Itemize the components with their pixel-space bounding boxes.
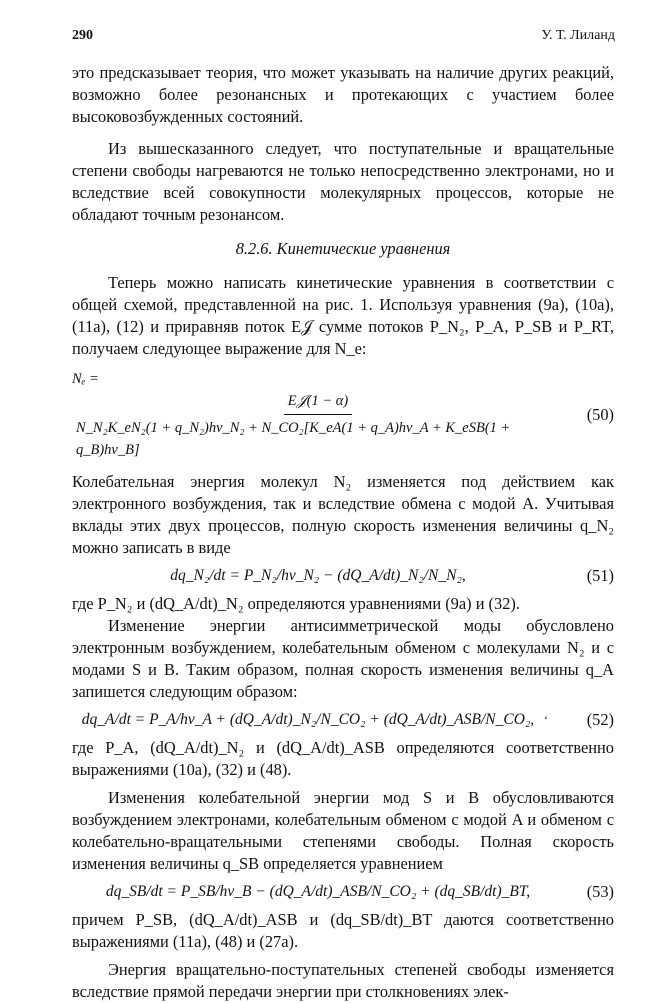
equation-51 [72, 565, 614, 587]
equation-number: (51) [586, 566, 614, 585]
equation-number: (52) [586, 710, 614, 729]
section-heading: 8.2.6. Кинетические уравнения [235, 239, 451, 258]
page-number: 290 [72, 28, 93, 43]
running-header-author: У. Т. Лиланд [541, 28, 615, 43]
equation-fraction [72, 390, 564, 461]
equation-body: dq_N₂/dt = P_N₂/hν_N₂ − (dQ_A/dt)_N₂/N_N₂, [170, 567, 466, 584]
paragraph: причем P_SB, (dQ_A/dt)_ASB и (dq_SB/dt)_BT даются соответственно выражениями (11a), (48) и (27a). [72, 910, 614, 951]
running-header [72, 28, 615, 48]
fraction-denominator: N_N₂K_eN₂(1 + q_N₂)hν_N₂ + N_CO₂[K_eA(1 + q_A)hν_A + K_eSB(1 + q_B)hν_B] [76, 420, 511, 458]
equation-lhs: Nₑ = [72, 371, 99, 387]
paragraph: где P_N₂ и (dQ_A/dt)_N₂ определяются уравнениями (9a) и (32). [72, 594, 520, 613]
equation-50 [72, 368, 614, 461]
equation-body [72, 368, 564, 461]
equation-body: dq_SB/dt = P_SB/hν_B − (dQ_A/dt)_ASB/N_CO₂ + (dq_SB/dt)_BT, [105, 883, 531, 900]
paragraph: Энергия вращательно-поступательных степеней свободы изменяется вследствие прямой передачи энергии при столкновениях элек- [72, 960, 614, 1001]
paragraph: где P_A, (dQ_A/dt)_N₂ и (dQ_A/dt)_ASB определяются соответственно выражениями (10a), (32) и (48). [72, 738, 614, 779]
fraction-numerator: E𝒥(1 − α) [284, 390, 352, 415]
paragraph: Теперь можно написать кинетические уравнения в соответствии с общей схемой, представленной на рис. 1. Используя уравнения (9a), (10a), (11a), (12) и приравняв поток E𝒥 сумме потоков P_N₂, P_A, P_SB и P_RT, получаем следующее выражение для N_e: [72, 273, 614, 358]
paragraph: Колебательная энергия молекул N₂ изменяется под действием как электронного возбуждения, так и вследствие обмена с модой A. Учитывая вклады этих двух процессов, полную скорость изменения величины q_N₂ можно записать в виде [72, 472, 614, 557]
equation-52 [72, 709, 614, 731]
stray-mark: ʻ [544, 713, 548, 727]
equation-body: dq_A/dt = P_A/hν_A + (dQ_A/dt)_N₂/N_CO₂ + (dQ_A/dt)_ASB/N_CO₂, [81, 711, 535, 728]
paragraph: Изменения колебательной энергии мод S и B обусловливаются возбуждением электронами, колебательным обменом с модой A и обменом с колебательно-вращательными степенями свободы. Полная скорость изменения величины q_SB определяется уравнением [72, 788, 614, 873]
equation-53 [72, 881, 614, 903]
paragraph: Изменение энергии антисимметрической моды обусловлено электронным возбуждением, колебательным обменом с молекулами N₂ и с модами S и B. Таким образом, полная скорость изменения величины q_A запишется следующим образом: [72, 616, 614, 701]
equation-number: (53) [586, 882, 614, 901]
page-body [72, 62, 614, 1003]
equation-number: (50) [586, 404, 614, 424]
paragraph: Из вышесказанного следует, что поступательные и вращательные степени свободы нагреваются не только непосредственно электронами, но и вследствие всей совокупности молекулярных процессов, которые не обладают точным резонансом. [72, 139, 614, 224]
paragraph: это предсказывает теория, что может указывать на наличие других реакций, возможно более резонансных и протекающих с участием более высоковозбужденных состояний. [72, 63, 614, 126]
